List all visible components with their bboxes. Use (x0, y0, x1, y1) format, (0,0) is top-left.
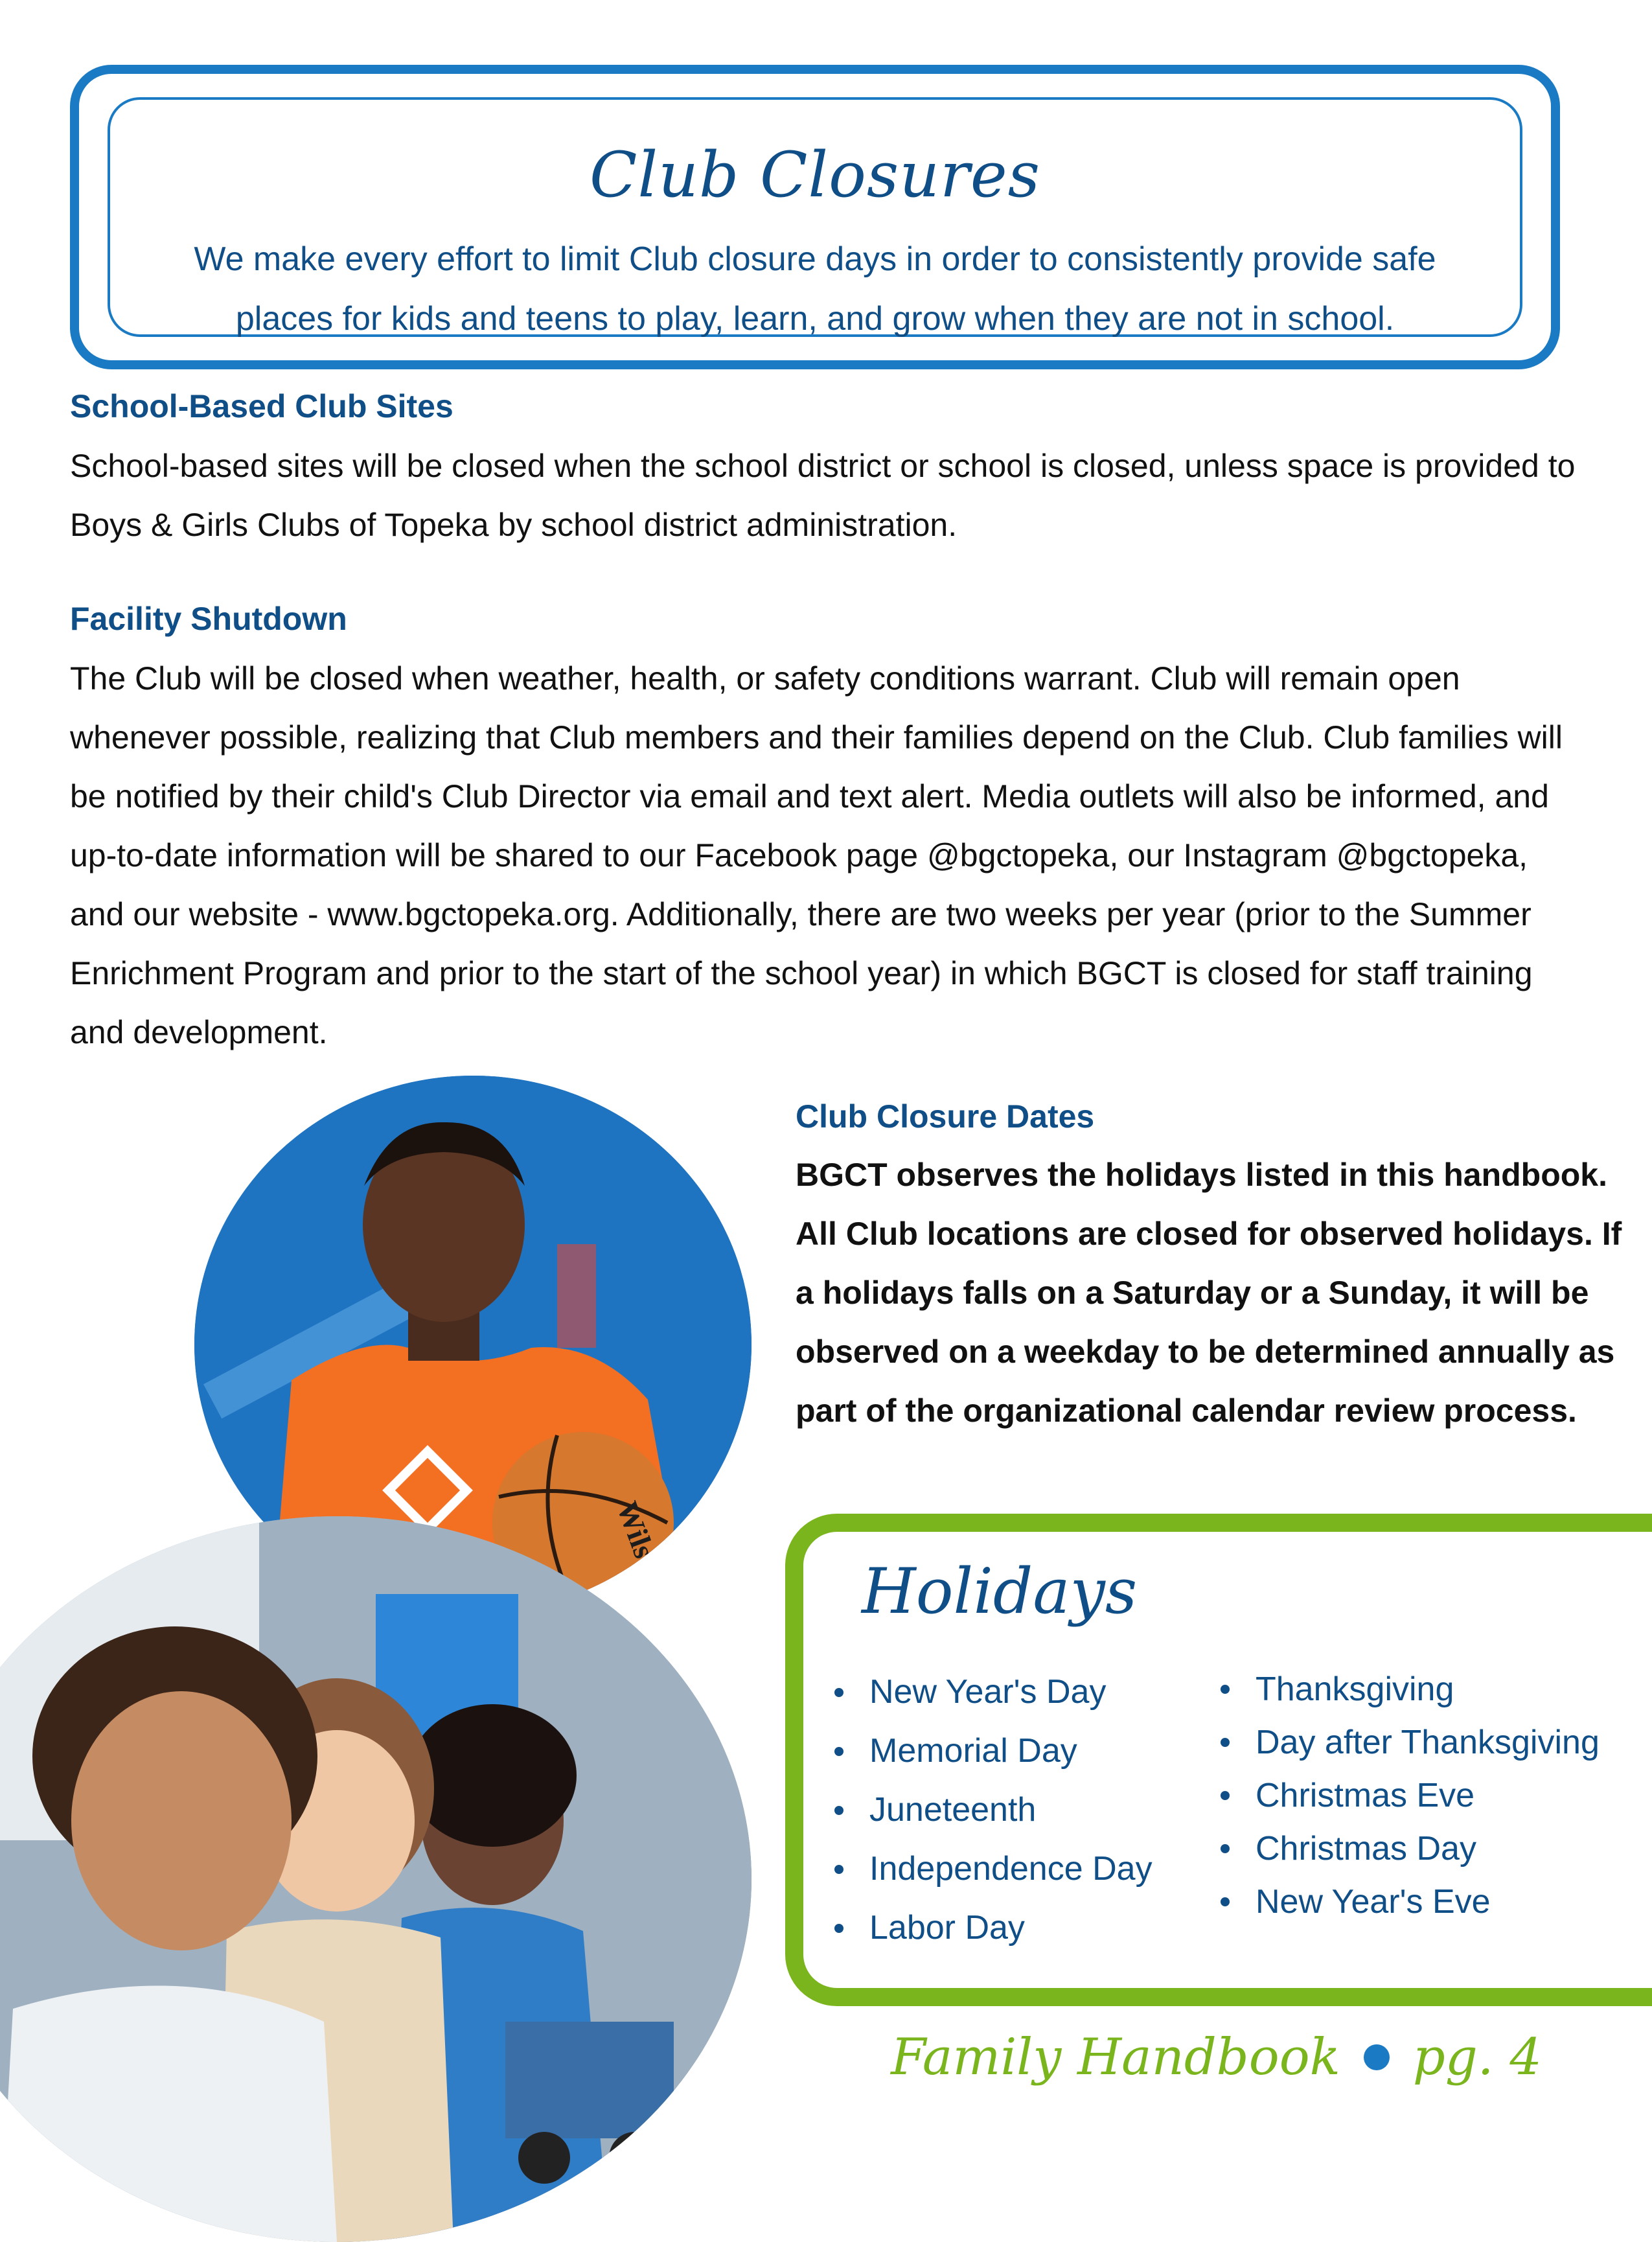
page-footer (891, 2028, 1542, 2086)
holidays-list-col1 (829, 1663, 1153, 1958)
holiday-item: Christmas Eve (1215, 1769, 1600, 1822)
school-based-heading: School-Based Club Sites (70, 388, 453, 424)
holiday-item: Juneteenth (829, 1781, 1153, 1840)
holiday-item: Memorial Day (829, 1722, 1153, 1781)
club-closures-box (70, 65, 1560, 369)
kids-photo-illustration (0, 1516, 751, 2242)
club-closures-intro-line2: places for kids and teens to play, learn, and grow when they are not in school. (235, 300, 1395, 338)
kids-robotics-photo (0, 1516, 751, 2242)
holiday-item: Thanksgiving (1215, 1663, 1600, 1716)
footer-page-number: pg. 4 (1412, 2028, 1542, 2086)
facility-shutdown-body: The Club will be closed when weather, health, or safety conditions warrant. Club will remain open whenever possible, realizing that Club members and their families depend on the Club. Club families will be notified by their child's Club Director via email and text alert. Media outlets will also be informed, and up-to-date information will be shared to our Facebook page @bgctopeka, our Instagram @bgctopeka, and our website - www.bgctopeka.org. Additionally, there are two weeks per year (prior to the Summer Enrichment Program and prior to the start of the school year) in which BGCT is closed for staff training and development. (70, 660, 1563, 1050)
club-closures-intro (149, 229, 1481, 349)
closure-dates-body: BGCT observes the holidays listed in this handbook. All Club locations are closed for observed holidays. If a holidays falls on a Saturday or a Sunday, it will be observed on a weekday to be determined annually as part of the organizational calendar review process. (796, 1157, 1622, 1429)
holiday-item: Labor Day (829, 1899, 1153, 1958)
closure-dates-heading: Club Closure Dates (796, 1098, 1095, 1135)
holidays-title: Holidays (862, 1555, 1138, 1628)
holiday-item: Day after Thanksgiving (1215, 1716, 1600, 1769)
school-based-body: School-based sites will be closed when the school district or school is closed, unless space is provided to Boys & Girls Clubs of Topeka by school district administration. (70, 448, 1576, 543)
holiday-item: Independence Day (829, 1840, 1153, 1899)
holidays-list-col2 (1215, 1663, 1600, 1928)
facility-shutdown-heading: Facility Shutdown (70, 601, 347, 637)
footer-dot-icon (1364, 2044, 1390, 2070)
holiday-item: Christmas Day (1215, 1822, 1600, 1875)
holiday-item: New Year's Eve (1215, 1875, 1600, 1928)
holiday-item: New Year's Day (829, 1663, 1153, 1722)
club-closures-title: Club Closures (590, 139, 1040, 211)
footer-label: Family Handbook (891, 2028, 1340, 2086)
club-closures-inner-border (108, 97, 1522, 337)
club-closures-intro-line1: We make every effort to limit Club closure days in order to consistently provide safe (194, 240, 1436, 278)
